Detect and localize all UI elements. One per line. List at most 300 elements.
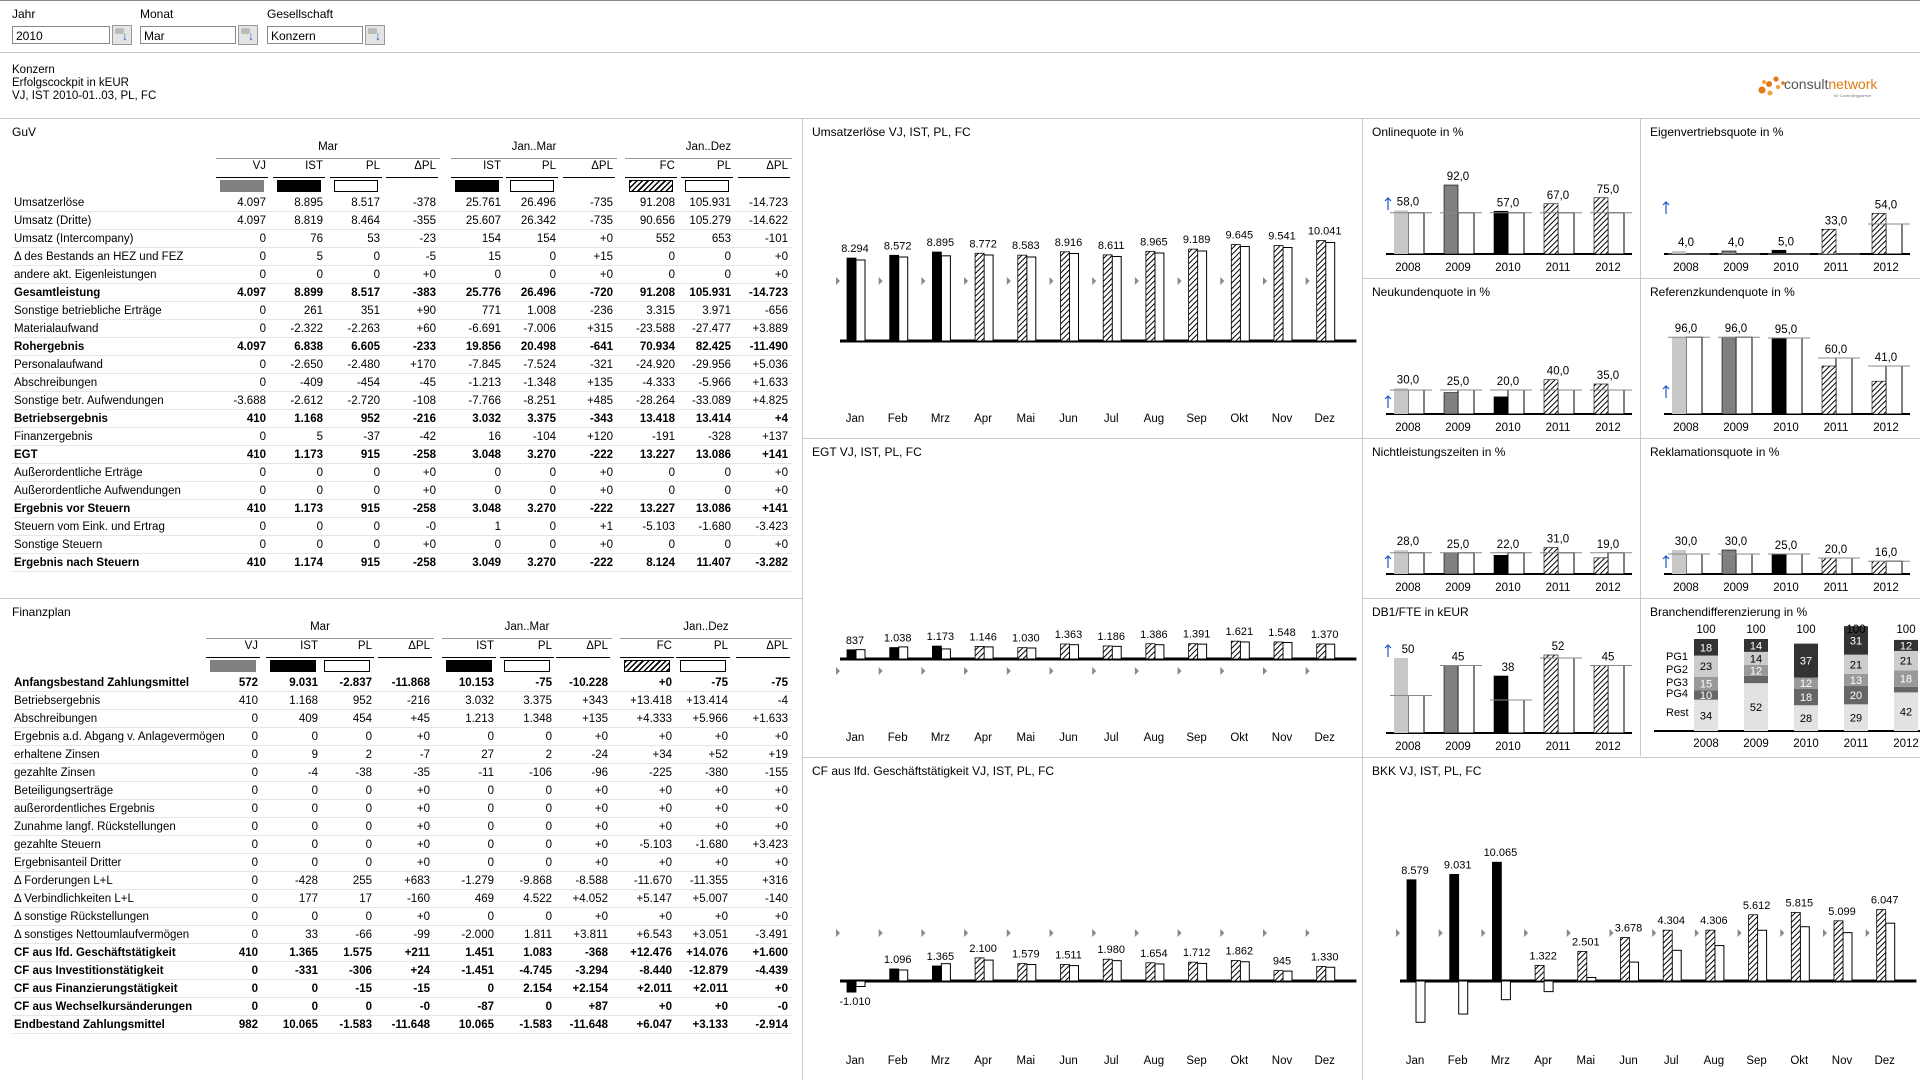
- cell-value: -641: [589, 341, 613, 353]
- cell-value: 3.375: [523, 695, 552, 707]
- pl-bar: [1458, 553, 1474, 574]
- table-row: [0, 818, 800, 836]
- pl-bar: [1283, 248, 1292, 342]
- data-label: 8.572: [883, 240, 912, 253]
- cell-value: +5.007: [692, 893, 728, 905]
- neukunden-chart: [1362, 278, 1640, 438]
- pl-legend-swatch: [510, 180, 554, 192]
- header-underline: [620, 657, 674, 658]
- cell-value: +3.811: [573, 929, 608, 941]
- x-tick-label: 2008: [1673, 582, 1699, 594]
- cell-value: -155: [764, 767, 788, 779]
- table-row: [0, 710, 800, 728]
- x-tick-label: Apr: [974, 732, 993, 744]
- table-row: [0, 428, 800, 446]
- x-tick-label: 2010: [1495, 422, 1521, 434]
- total-label: 100: [1696, 624, 1716, 636]
- pl-bar: [1630, 962, 1639, 981]
- cell-value: -222: [589, 449, 613, 461]
- pl-legend-swatch: [504, 660, 550, 672]
- data-label: 1.330: [1310, 951, 1339, 964]
- fc-bar: [1594, 198, 1608, 254]
- company-dropdown-button[interactable]: [365, 25, 385, 45]
- arrow-up-icon: [1385, 556, 1391, 568]
- x-tick-label: Dez: [1874, 1055, 1895, 1067]
- data-label: 5,0: [1778, 236, 1794, 249]
- fc-bar: [1274, 246, 1283, 341]
- header-underline: [442, 657, 496, 658]
- cell-value: 653: [711, 233, 731, 245]
- cell-value: 13.414: [695, 413, 731, 425]
- table-row: [0, 320, 800, 338]
- pl-bar: [1758, 930, 1767, 981]
- ist-bar: [1772, 338, 1786, 414]
- table-row: [0, 890, 800, 908]
- cell-value: 177: [298, 893, 318, 905]
- x-tick-label: 2008: [1673, 262, 1699, 274]
- arrow-up-icon: [1663, 386, 1669, 398]
- cell-value: +13.414: [686, 695, 728, 707]
- x-tick-label: Aug: [1143, 1055, 1165, 1067]
- x-tick-label: 2009: [1445, 262, 1471, 274]
- x-tick-label: 2008: [1693, 738, 1719, 750]
- pl-bar: [856, 260, 865, 341]
- vj-marker: [1092, 667, 1096, 675]
- cell-value: -37: [363, 431, 380, 443]
- fc-bar: [975, 253, 984, 341]
- cell-value: -2.322: [290, 323, 323, 335]
- cell-value: 0: [259, 485, 266, 497]
- data-label: 9.031: [1443, 859, 1472, 872]
- pl-bar: [984, 255, 993, 341]
- pl-bar: [1112, 961, 1121, 981]
- table-row: [0, 728, 800, 746]
- data-label: 96,0: [1674, 323, 1698, 336]
- pl-bar: [1112, 257, 1121, 342]
- vj-marker: [1263, 929, 1267, 937]
- pl-bar: [1458, 390, 1474, 414]
- fc-bar: [1061, 252, 1070, 341]
- pl-bar: [1558, 553, 1574, 574]
- cell-value: 0: [365, 803, 372, 815]
- cell-value: -7.524: [523, 359, 556, 371]
- x-tick-label: Mrz: [1490, 1055, 1510, 1067]
- fc-bar: [1544, 548, 1558, 574]
- x-tick-label: 2012: [1873, 582, 1899, 594]
- ist-bar: [1407, 880, 1416, 981]
- guv-column-header: PL: [541, 160, 556, 172]
- year-select[interactable]: 2010: [12, 26, 110, 44]
- segment-label: 31: [1849, 635, 1863, 648]
- cell-value: -2.612: [290, 395, 323, 407]
- cell-value: 10.065: [282, 1019, 318, 1031]
- vj-marker: [1135, 929, 1139, 937]
- table-row: [0, 908, 800, 926]
- cell-value: -87: [477, 1001, 494, 1013]
- arrow-up-icon: [1385, 645, 1391, 657]
- cell-value: -99: [413, 929, 430, 941]
- db1fte-chart-title: DB1/FTE in kEUR: [1372, 605, 1469, 619]
- guv-column-header: ΔPL: [766, 160, 788, 172]
- cell-value: 0: [549, 521, 556, 533]
- header-underline: [556, 657, 610, 658]
- cell-value: 0: [487, 803, 494, 815]
- row-label: außerordentliches Ergebnis: [14, 803, 155, 815]
- fc-bar: [1544, 655, 1558, 733]
- cell-value: -11.355: [689, 875, 728, 887]
- guv-column-header: ΔPL: [591, 160, 613, 172]
- cell-value: 3.270: [527, 557, 556, 569]
- cell-value: -35: [413, 767, 430, 779]
- fc-bar: [1578, 951, 1587, 981]
- segment-label: 28: [1799, 713, 1813, 726]
- pl-legend-swatch: [685, 180, 729, 192]
- cell-value: -5.103: [642, 521, 675, 533]
- fc-bar: [1535, 965, 1544, 981]
- vj-marker: [1610, 929, 1614, 937]
- pl-bar: [1886, 224, 1902, 254]
- pl-bar: [1508, 553, 1524, 574]
- pl-bar: [856, 981, 865, 987]
- branchen-chart: [1640, 598, 1920, 757]
- data-label: 35,0: [1596, 370, 1620, 382]
- row-label: Finanzergebnis: [14, 431, 93, 443]
- data-label: 8.583: [1012, 240, 1040, 253]
- x-tick-label: Nov: [1271, 413, 1293, 425]
- cell-value: 0: [259, 233, 266, 245]
- pl-bar: [1558, 390, 1574, 414]
- cell-value: +90: [416, 305, 436, 317]
- cell-value: -11.868: [391, 677, 430, 689]
- cell-value: -454: [356, 377, 380, 389]
- cell-value: -343: [589, 413, 613, 425]
- cell-value: -8.588: [575, 875, 608, 887]
- cell-value: 13.086: [695, 449, 731, 461]
- x-tick-label: Okt: [1790, 1055, 1809, 1067]
- cell-value: +1.633: [752, 377, 788, 389]
- vj-marker: [1652, 929, 1656, 937]
- cell-value: +170: [410, 359, 436, 371]
- cell-value: 91.208: [639, 197, 675, 209]
- fc-bar: [1146, 963, 1155, 981]
- data-label: 5.099: [1828, 905, 1856, 918]
- pl-bar: [1283, 971, 1292, 981]
- x-tick-label: Dez: [1314, 413, 1335, 425]
- table-row: [0, 1016, 800, 1034]
- cell-value: +0: [774, 251, 788, 263]
- cell-value: +13.418: [630, 695, 672, 707]
- header-underline: [216, 177, 268, 178]
- pl-bar: [1416, 981, 1425, 1022]
- ist-bar: [847, 981, 856, 992]
- finanzplan-column-header: PL: [537, 640, 552, 652]
- segment-label: 23: [1699, 661, 1713, 674]
- vj-marker: [836, 277, 840, 285]
- guv-group-header: Jan..Dez: [685, 141, 732, 153]
- pl-bar: [1240, 962, 1249, 981]
- vj-marker: [836, 929, 840, 937]
- table-row: [0, 248, 800, 266]
- data-label: 9.541: [1268, 230, 1296, 243]
- cell-value: +15: [593, 251, 613, 263]
- x-tick-label: 2008: [1395, 262, 1421, 274]
- data-label: 19,0: [1596, 538, 1620, 551]
- cell-value: +0: [774, 803, 788, 815]
- cell-value: -160: [406, 893, 430, 905]
- guv-table: [0, 118, 802, 598]
- cell-value: +45: [410, 713, 430, 725]
- arrow-up-icon: [1385, 396, 1391, 408]
- cell-value: +141: [762, 449, 788, 461]
- finanzplan-table: [0, 598, 802, 1080]
- cell-value: +1.600: [752, 947, 788, 959]
- cell-value: +0: [774, 731, 788, 743]
- cell-value: -23: [419, 233, 436, 245]
- data-label: 6.047: [1870, 894, 1899, 907]
- year-label: Jahr: [12, 7, 36, 21]
- cell-value: 410: [246, 557, 266, 569]
- row-label: Außerordentliche Aufwendungen: [14, 485, 181, 497]
- finanzplan-table-body: [0, 598, 802, 1080]
- pl-bar: [856, 650, 865, 659]
- cell-value: +0: [658, 821, 672, 833]
- cell-value: -1.213: [468, 377, 501, 389]
- cell-value: 13.227: [639, 449, 675, 461]
- cell-value: +0: [774, 485, 788, 497]
- cell-value: 0: [365, 857, 372, 869]
- data-label: 50: [1401, 644, 1415, 656]
- fc-bar: [1544, 204, 1558, 254]
- cell-value: -8.440: [639, 965, 672, 977]
- fc-bar: [1018, 648, 1027, 659]
- cell-value: +0: [774, 269, 788, 281]
- cell-value: -28.264: [635, 395, 675, 407]
- x-tick-label: 2011: [1545, 582, 1571, 594]
- cell-value: +5.036: [752, 359, 788, 371]
- fc-bar: [1594, 558, 1608, 574]
- header-underline: [738, 177, 790, 178]
- cell-value: -216: [412, 413, 436, 425]
- cell-value: +316: [762, 875, 788, 887]
- cell-value: 0: [487, 911, 494, 923]
- cell-value: 90.656: [639, 215, 675, 227]
- pl-bar: [1027, 965, 1036, 982]
- cell-value: -258: [412, 503, 436, 515]
- data-label: 8.916: [1054, 236, 1083, 249]
- cell-value: 3.971: [702, 305, 731, 317]
- cell-value: -2.480: [347, 359, 380, 371]
- row-label: Personalaufwand: [14, 359, 103, 371]
- data-label: 1.096: [883, 953, 912, 966]
- cell-value: 0: [494, 467, 501, 479]
- table-row: [0, 764, 800, 782]
- segment-label: 12: [1799, 678, 1813, 691]
- cell-value: +6.543: [636, 929, 672, 941]
- cell-value: 1.008: [527, 305, 556, 317]
- x-tick-label: 2010: [1495, 582, 1521, 594]
- ist-bar: [1772, 250, 1786, 254]
- x-tick-label: Jan: [845, 732, 865, 744]
- guv-table-body: [0, 118, 802, 598]
- row-divider: [12, 571, 792, 572]
- fc-bar: [1189, 962, 1198, 981]
- cell-value: 5: [316, 431, 323, 443]
- fc-bar: [975, 646, 984, 659]
- finanzplan-column-header: VJ: [244, 640, 258, 652]
- cell-value: 25.607: [465, 215, 501, 227]
- data-label: 22,0: [1496, 538, 1520, 551]
- cell-value: 0: [724, 485, 731, 497]
- fc-bar: [1146, 251, 1155, 341]
- reklamation-chart: [1640, 438, 1920, 598]
- cell-value: 154: [536, 233, 556, 245]
- data-label: 10.041: [1307, 225, 1342, 238]
- table-row: [0, 446, 800, 464]
- vj-marker: [964, 277, 968, 285]
- vj-marker: [879, 929, 883, 937]
- x-tick-label: Sep: [1186, 1055, 1207, 1067]
- table-row: [0, 194, 800, 212]
- pl-legend-swatch: [334, 180, 378, 192]
- vj-marker: [921, 929, 925, 937]
- cell-value: +0: [416, 803, 430, 815]
- group-underline: [206, 638, 434, 639]
- cell-value: 261: [303, 305, 323, 317]
- cell-value: -15: [355, 983, 372, 995]
- cell-value: +2.011: [637, 983, 672, 995]
- row-label: Sonstige betriebliche Erträge: [14, 305, 162, 317]
- report-header: [12, 64, 156, 103]
- month-label: Monat: [140, 7, 174, 21]
- fc-bar: [1822, 366, 1836, 414]
- table-row: [0, 302, 800, 320]
- row-label: Sonstige Steuern: [14, 539, 103, 551]
- cell-value: 9.031: [289, 677, 318, 689]
- data-label: 92,0: [1446, 171, 1470, 183]
- row-label: CF aus lfd. Geschäftstätigkeit: [14, 947, 176, 959]
- row-label: Abschreibungen: [14, 713, 98, 725]
- month-select[interactable]: Mar: [140, 26, 236, 44]
- vj-marker: [1481, 929, 1485, 937]
- total-label: 100: [1846, 624, 1866, 636]
- cell-value: -0: [419, 1001, 430, 1013]
- cell-value: 0: [487, 785, 494, 797]
- fc-legend-swatch: [624, 660, 670, 672]
- table-row: [0, 854, 800, 872]
- neukunden-chart-title: Neukundenquote in %: [1372, 285, 1491, 299]
- fc-bar: [1061, 644, 1070, 659]
- cell-value: 20.498: [520, 341, 556, 353]
- cell-value: +0: [714, 1001, 728, 1013]
- cell-value: 0: [251, 767, 258, 779]
- vj-marker: [1178, 667, 1182, 675]
- cell-value: 0: [365, 821, 372, 833]
- x-tick-label: 2009: [1445, 582, 1471, 594]
- cell-value: 0: [311, 821, 318, 833]
- data-label: 8.895: [926, 237, 955, 250]
- cell-value: +211: [404, 947, 430, 959]
- cell-value: 255: [352, 875, 372, 887]
- cell-value: +0: [774, 467, 788, 479]
- fc-bar: [1317, 966, 1326, 981]
- cell-value: -75: [535, 677, 552, 689]
- cell-value: +5.966: [692, 713, 728, 725]
- cell-value: -7.845: [468, 359, 501, 371]
- cell-value: 0: [724, 251, 731, 263]
- cell-value: +0: [599, 467, 613, 479]
- x-tick-label: 2012: [1595, 422, 1621, 434]
- filter-divider: [0, 52, 1920, 53]
- cell-value: 82.425: [695, 341, 731, 353]
- total-label: 100: [1796, 624, 1816, 636]
- cell-value: +0: [658, 785, 672, 797]
- ist-bar: [847, 650, 856, 659]
- fc-bar: [1834, 921, 1843, 981]
- vj-bar: [1444, 393, 1458, 414]
- x-tick-label: Okt: [1230, 1055, 1249, 1067]
- row-label: Beteiligungserträge: [14, 785, 114, 797]
- cell-value: +141: [762, 503, 788, 515]
- row-label: Betriebsergebnis: [14, 413, 108, 425]
- year-dropdown-button[interactable]: [112, 25, 132, 45]
- fc-bar: [1018, 964, 1027, 981]
- data-label: 1.579: [1012, 948, 1040, 961]
- company-select[interactable]: Konzern: [267, 26, 363, 44]
- cell-value: -4.745: [519, 965, 552, 977]
- table-row: [0, 926, 800, 944]
- cell-value: 3.032: [465, 695, 494, 707]
- month-dropdown-button[interactable]: [238, 25, 258, 45]
- vj-marker: [1050, 929, 1054, 937]
- data-label: 57,0: [1496, 197, 1520, 210]
- cell-value: 0: [545, 731, 552, 743]
- guv-column-header: FC: [659, 160, 675, 172]
- row-label: Δ Forderungen L+L: [14, 875, 113, 887]
- cell-value: -7.006: [523, 323, 556, 335]
- fc-bar: [1231, 641, 1240, 659]
- cell-value: +0: [658, 731, 672, 743]
- vj-legend-swatch: [220, 180, 264, 192]
- row-divider: [12, 1033, 792, 1034]
- cell-value: +0: [658, 803, 672, 815]
- fc-legend-swatch: [629, 180, 673, 192]
- data-label: 837: [845, 634, 865, 647]
- table-row: [0, 518, 800, 536]
- cell-value: -4: [307, 767, 318, 779]
- cell-value: 10.153: [458, 677, 494, 689]
- x-tick-label: Sep: [1186, 413, 1207, 425]
- cell-value: 0: [549, 467, 556, 479]
- segment-label: 14: [1749, 653, 1763, 666]
- pl-bar: [1508, 213, 1524, 254]
- finanzplan-column-header: IST: [300, 640, 318, 652]
- cell-value: 0: [259, 539, 266, 551]
- cell-value: +3.051: [692, 929, 728, 941]
- pl-bar: [1558, 658, 1574, 733]
- data-label: 25,0: [1446, 376, 1470, 388]
- cell-value: +0: [594, 857, 608, 869]
- cell-value: 410: [238, 947, 258, 959]
- cell-value: 53: [367, 233, 380, 245]
- cell-value: 0: [373, 521, 380, 533]
- cell-value: 469: [474, 893, 494, 905]
- data-label: 8.579: [1401, 864, 1429, 877]
- cell-value: 3.049: [472, 557, 501, 569]
- cell-value: -355: [412, 215, 436, 227]
- pl-bar: [1198, 644, 1207, 659]
- header-underline: [676, 657, 730, 658]
- cell-value: -258: [412, 557, 436, 569]
